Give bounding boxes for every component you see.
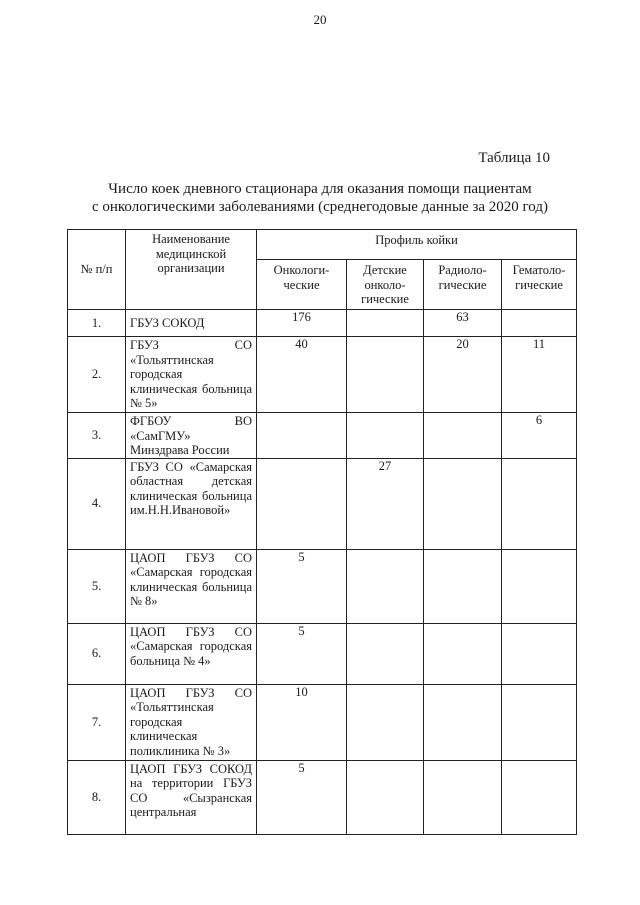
header-col-oncology: Онкологи-ческие xyxy=(257,260,347,310)
header-org-name: Наименование медицинской организации xyxy=(126,230,257,310)
value-child-oncology xyxy=(347,413,424,459)
org-name: ГБУЗ СО «Тольяттинская городская клиническая больница № 5» xyxy=(126,337,257,413)
value-hematology: 6 xyxy=(502,413,577,459)
row-number: 1. xyxy=(68,310,126,337)
value-oncology: 10 xyxy=(257,684,347,760)
value-radiology: 20 xyxy=(424,337,502,413)
value-hematology xyxy=(502,458,577,549)
value-hematology: 11 xyxy=(502,337,577,413)
org-name: ГБУЗ СО «Самарская областная детская клиническая больница им.Н.Н.Ивановой» xyxy=(126,458,257,549)
value-oncology xyxy=(257,458,347,549)
table-caption xyxy=(60,180,580,216)
header-col-child-oncology: Детские онколо-гические xyxy=(347,260,424,310)
org-name: ЦАОП ГБУЗ СО «Самарская городская больница № 4» xyxy=(126,623,257,684)
org-name: ФГБОУ ВО «СамГМУ» Минздрава России xyxy=(126,413,257,459)
table-row xyxy=(68,413,577,459)
value-radiology xyxy=(424,549,502,623)
value-child-oncology xyxy=(347,310,424,337)
value-hematology xyxy=(502,310,577,337)
caption-line-1: Число коек дневного стационара для оказания помощи пациентам xyxy=(108,181,532,197)
beds-table xyxy=(67,229,577,835)
value-radiology: 63 xyxy=(424,310,502,337)
table-row xyxy=(68,623,577,684)
header-profile: Профиль койки xyxy=(257,230,577,260)
org-name: ЦАОП ГБУЗ СОКОД на территории ГБУЗ СО «Сызранская центральная xyxy=(126,760,257,834)
value-oncology: 5 xyxy=(257,760,347,834)
row-number: 8. xyxy=(68,760,126,834)
org-name: ЦАОП ГБУЗ СО «Самарская городская клиническая больница № 8» xyxy=(126,549,257,623)
value-oncology: 176 xyxy=(257,310,347,337)
value-child-oncology: 27 xyxy=(347,458,424,549)
header-col-hematology: Гематоло-гические xyxy=(502,260,577,310)
value-radiology xyxy=(424,684,502,760)
value-child-oncology xyxy=(347,684,424,760)
caption-line-2: с онкологическими заболеваниями (среднегодовые данные за 2020 год) xyxy=(91,199,549,215)
org-name: ЦАОП ГБУЗ СО «Тольяттинская городская клиническая поликлиника № 3» xyxy=(126,684,257,760)
value-hematology xyxy=(502,684,577,760)
row-number: 5. xyxy=(68,549,126,623)
value-oncology: 5 xyxy=(257,623,347,684)
row-number: 3. xyxy=(68,413,126,459)
row-number: 7. xyxy=(68,684,126,760)
value-radiology xyxy=(424,413,502,459)
table-row xyxy=(68,337,577,413)
value-hematology xyxy=(502,623,577,684)
value-hematology xyxy=(502,760,577,834)
value-oncology xyxy=(257,413,347,459)
value-oncology: 40 xyxy=(257,337,347,413)
table-row xyxy=(68,549,577,623)
value-radiology xyxy=(424,458,502,549)
org-name: ГБУЗ СОКОД xyxy=(126,310,257,337)
row-number: 6. xyxy=(68,623,126,684)
page-number: 20 xyxy=(313,12,327,27)
value-oncology: 5 xyxy=(257,549,347,623)
header-col-radiology: Радиоло-гические xyxy=(424,260,502,310)
header-row-1 xyxy=(68,230,577,260)
value-hematology xyxy=(502,549,577,623)
value-radiology xyxy=(424,760,502,834)
table-label: Таблица 10 xyxy=(478,150,550,166)
row-number: 2. xyxy=(68,337,126,413)
table-row xyxy=(68,684,577,760)
table-row xyxy=(68,310,577,337)
value-child-oncology xyxy=(347,337,424,413)
value-child-oncology xyxy=(347,623,424,684)
value-radiology xyxy=(424,623,502,684)
value-child-oncology xyxy=(347,760,424,834)
row-number: 4. xyxy=(68,458,126,549)
header-num: № п/п xyxy=(68,230,126,310)
value-child-oncology xyxy=(347,549,424,623)
table-row xyxy=(68,760,577,834)
table-row xyxy=(68,458,577,549)
